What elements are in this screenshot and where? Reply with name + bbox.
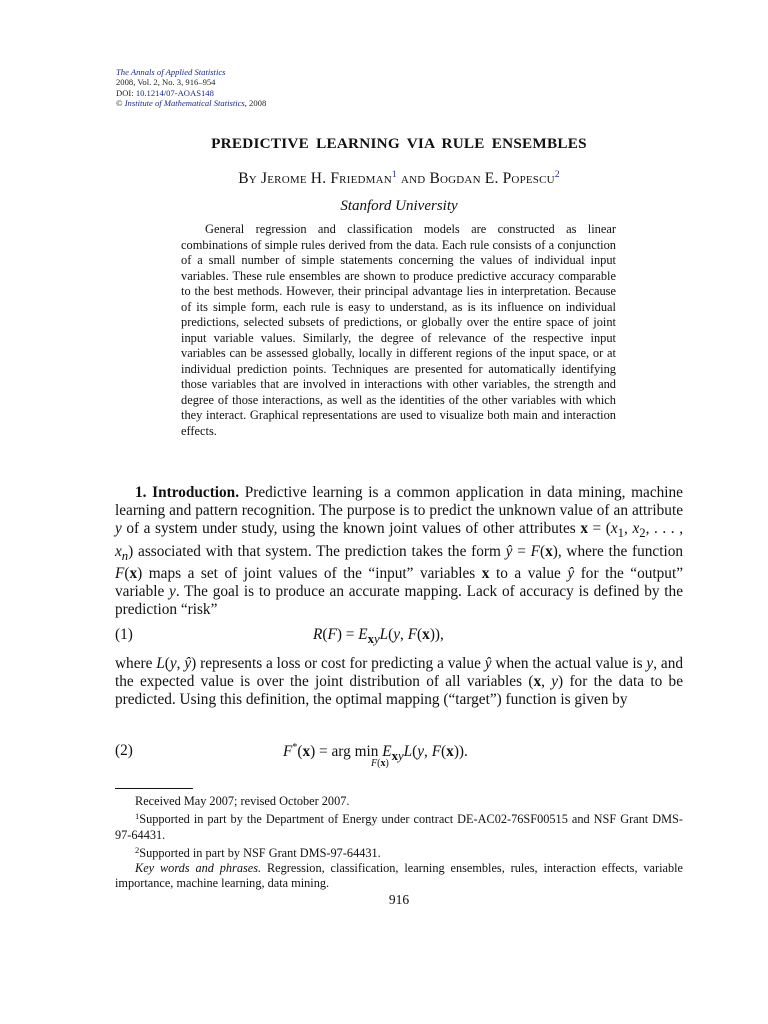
doi-label: DOI:: [116, 87, 136, 98]
author-line: [0, 170, 768, 188]
equation-number: (2): [115, 742, 133, 759]
journal-masthead: [116, 67, 266, 108]
equation-expression: F*(x) = arg $\min E_{xy}L(y$, F(x)).: [283, 742, 468, 764]
and-label: and: [396, 170, 430, 187]
footnote-1: [115, 809, 683, 843]
copyright-year: , 2008: [244, 97, 267, 108]
para-text: , and the expected value is over the joint distribution of all variables: [115, 655, 683, 691]
intro-text: associated with that system. The prediction takes the form: [133, 542, 506, 560]
author-friedman: Jerome H. Friedman: [261, 170, 392, 187]
intro-text: Predictive learning is a common application in data mining, machine learning and pattern recognition. The purpose is to predict the unknown value of an attribute: [115, 484, 683, 520]
doi-line: [116, 88, 266, 98]
copyright-line: [116, 98, 266, 108]
paper-title: PREDICTIVE LEARNING VIA RULE ENSEMBLES: [211, 135, 587, 152]
equation-expression: $R(F) = E_{xy}L(y$, F(x)),: [313, 626, 444, 647]
author-popescu: Bogdan E. Popescu: [429, 170, 555, 187]
equation-2: [115, 742, 683, 769]
risk-paragraph: where L(y, ŷ) represents a loss or cost for predicting a value ŷ when the actual value is y, and the expected value is over the joint distribution of all variables (x, y) for the data to be predicted. Using this definition, the optimal mapping (“target”) function is given by: [115, 655, 683, 709]
received-note: Received May 2007; revised October 2007.: [135, 794, 350, 808]
doi-link[interactable]: 10.1214/07-AOAS148: [135, 87, 214, 98]
journal-name: The Annals of Applied Statistics: [116, 67, 226, 77]
footnote-ref-1[interactable]: 1: [391, 170, 397, 180]
keywords-text: Regression, classification, learning ensembles, rules, interaction effects, variable importance, machine learning, data mining.: [115, 861, 684, 891]
footnote-mark: 1: [135, 811, 140, 822]
keywords: [115, 861, 683, 892]
intro-text: of a system under study, using the known joint values of other attributes: [121, 520, 581, 538]
footnotes: [115, 794, 683, 892]
argmin-subscript: F(x): [371, 758, 389, 769]
equation-1: [115, 626, 683, 646]
abstract: General regression and classification models are constructed as linear combinations of simple rules derived from the data. Each rule consists of a conjunction of a small number of simple statements concerning the values of individual input variables. These rule ensembles are shown to produce predictive accuracy comparable to the best methods. However, their principal advantage lies in interpretation. Because of its simple form, each rule is easy to understand, as is its influence on individual predictions, selected subsets of predictions, or globally over the entire space of joint input variable values. Similarly, the degree of relevance of the respective input variables can be assessed globally, locally in different regions of the input space, or at individual prediction points. Techniques are presented for automatically identifying those variables that are involved in interactions with other variables, the strength and degree of those interactions, as well as the identities of the other variables with which they interact. Graphical representations are used to visualize both main and interaction effects.: [181, 222, 616, 438]
affiliation: Stanford University: [340, 198, 458, 214]
para-text: for the data to be predicted. Using this definition, the optimal mapping (“target”) function is given by: [115, 673, 683, 709]
publisher-link[interactable]: Institute of Mathematical Statistics: [124, 97, 245, 108]
footnote-text: Supported in part by NSF Grant DMS-97-64431.: [139, 845, 381, 860]
keywords-label: Key words and phrases.: [135, 861, 262, 876]
footnote-mark: 2: [135, 844, 140, 855]
intro-text: for the “output” variable: [115, 564, 683, 601]
para-text: represents a loss or cost for predicting a value: [196, 655, 485, 672]
intro-text: to a value: [489, 564, 568, 582]
copyright-symbol: ©: [116, 97, 125, 108]
para-text: when the actual value is: [491, 655, 647, 672]
introduction-paragraph: 1. Introduction. Predictive learning is a common application in data mining, machine learning and pattern recognition. The purpose is to predict the unknown value of an attribute y of a system under study, using the known joint values of other attributes $x = (x_1$, $x_2$, . . . , $x_n$) associated with that system. The prediction takes the form ŷ = F(x), where the function F(x) maps a set of joint values of the “input” variables x to a value ŷ for the “output” variable y. The goal is to produce an accurate mapping. Lack of accuracy is defined by the prediction “risk”: [115, 484, 684, 619]
footnote-text: Supported in part by the Department of Energy under contract DE-AC02-76SF00515 and NSF Grant DMS-97-64431.: [115, 812, 683, 842]
by-label: By: [238, 170, 261, 187]
footnote-2: [115, 843, 683, 861]
footnote-divider: [115, 788, 193, 789]
intro-text: maps a set of joint values of the “input” variables: [142, 564, 482, 582]
intro-text: . The goal is to produce an accurate mapping. Lack of accuracy is defined by the prediction “risk”: [115, 583, 683, 619]
equation-number: (1): [115, 626, 133, 643]
section-heading: 1. Introduction.: [135, 484, 240, 501]
intro-text: , where the function: [557, 542, 683, 560]
footnote-ref-2[interactable]: 2: [554, 170, 560, 180]
para-text: where: [115, 655, 157, 672]
volume-info: 2008, Vol. 2, No. 3, 916–954: [116, 77, 216, 88]
page-number: 916: [388, 892, 410, 907]
